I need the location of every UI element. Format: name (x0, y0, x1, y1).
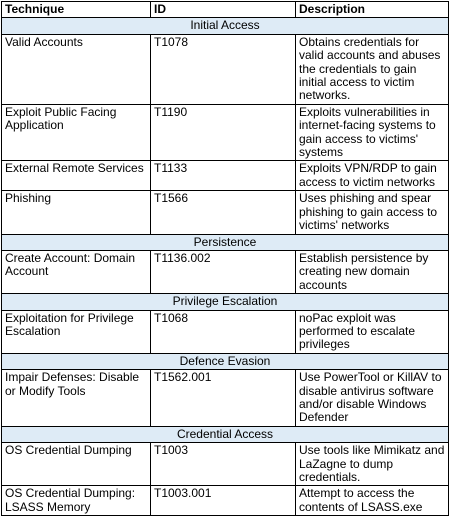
id-cell: T1562.001 (151, 370, 296, 427)
table-row (2, 310, 449, 353)
id-cell: T1190 (151, 104, 296, 161)
description-cell: Exploits vulnerabilities in internet-facing systems to gain access to victims' systems (296, 104, 449, 161)
header-description: Description (296, 2, 449, 18)
id-cell: T1078 (151, 34, 296, 104)
section-row (2, 18, 449, 34)
section-title: Persistence (2, 234, 449, 250)
header-technique: Technique (2, 2, 151, 18)
techniques-table (1, 1, 449, 516)
technique-cell: Exploit Public Facing Application (2, 104, 151, 161)
id-cell: T1566 (151, 191, 296, 234)
id-cell: T1068 (151, 310, 296, 353)
id-cell: T1133 (151, 161, 296, 191)
description-cell: Use PowerTool or KillAV to disable antivirus software and/or disable Windows Defender (296, 370, 449, 427)
table-row (2, 104, 449, 161)
table-row (2, 443, 449, 486)
id-cell: T1136.002 (151, 250, 296, 293)
description-cell: noPac exploit was performed to escalate privileges (296, 310, 449, 353)
description-cell: Uses phishing and spear phishing to gain access to victims' networks (296, 191, 449, 234)
description-cell: Establish persistence by creating new domain accounts (296, 250, 449, 293)
section-row (2, 426, 449, 442)
description-cell: Exploits VPN/RDP to gain access to victim networks (296, 161, 449, 191)
section-title: Initial Access (2, 18, 449, 34)
description-cell: Use tools like Mimikatz and LaZagne to dump credentials. (296, 443, 449, 486)
id-cell: T1003 (151, 443, 296, 486)
table-header (2, 2, 449, 18)
description-cell: Obtains credentials for valid accounts and abuses the credentials to gain initial access to victim networks. (296, 34, 449, 104)
technique-cell: Valid Accounts (2, 34, 151, 104)
header-id: ID (151, 2, 296, 18)
section-row (2, 234, 449, 250)
id-cell: T1003.001 (151, 486, 296, 516)
technique-cell: OS Credential Dumping (2, 443, 151, 486)
section-title: Defence Evasion (2, 353, 449, 369)
section-title: Privilege Escalation (2, 294, 449, 310)
technique-cell: External Remote Services (2, 161, 151, 191)
technique-cell: Exploitation for Privilege Escalation (2, 310, 151, 353)
table-row (2, 191, 449, 234)
header-row (2, 2, 449, 18)
table-row (2, 161, 449, 191)
table-row (2, 34, 449, 104)
technique-cell: Impair Defenses: Disable or Modify Tools (2, 370, 151, 427)
technique-cell: Phishing (2, 191, 151, 234)
section-row (2, 294, 449, 310)
description-cell: Attempt to access the contents of LSASS.exe (296, 486, 449, 516)
table-row (2, 250, 449, 293)
section-title: Credential Access (2, 426, 449, 442)
table-row (2, 370, 449, 427)
section-row (2, 353, 449, 369)
table-body (2, 18, 449, 516)
technique-cell: Create Account: Domain Account (2, 250, 151, 293)
technique-cell: OS Credential Dumping: LSASS Memory (2, 486, 151, 516)
